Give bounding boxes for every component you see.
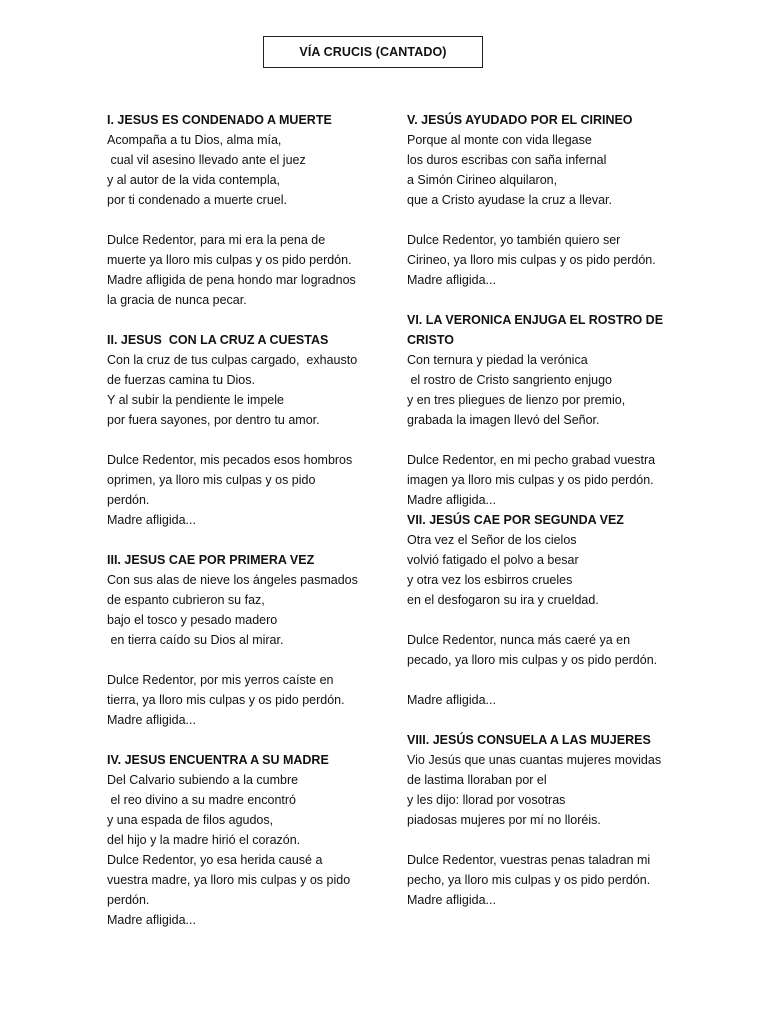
refrain-line: Dulce Redentor, en mi pecho grabad vuestra [407,453,656,467]
verse-line: Del Calvario subiendo a la cumbre [107,773,299,787]
station-heading: II. JESUS CON LA CRUZ A CUESTAS [107,333,329,347]
refrain-line: la gracia de nunca pecar. [107,293,247,307]
verse-line: el reo divino a su madre encontró [107,793,296,807]
verse-line: volvió fatigado el polvo a besar [407,553,579,567]
verse-line: de fuerzas camina tu Dios. [107,373,255,387]
station-heading: III. JESUS CAE POR PRIMERA VEZ [107,553,315,567]
verse-line: y una espada de filos agudos, [107,813,274,827]
refrain-line: tierra, ya lloro mis culpas y os pido perdón. [107,693,345,707]
verse-line: por fuera sayones, por dentro tu amor. [107,413,320,427]
station-heading-continued: CRISTO [407,333,454,347]
verse-line: y al autor de la vida contempla, [107,173,281,187]
refrain-line: Dulce Redentor, nunca más caeré ya en [407,633,631,647]
station-6 [407,310,672,510]
refrain-line: vuestra madre, ya lloro mis culpas y os pido [107,873,351,887]
refrain-line: Cirineo, ya lloro mis culpas y os pido perdón. [407,253,656,267]
refrain-line: Madre afligida... [107,513,196,527]
refrain-closing: Madre afligida... [407,693,496,707]
station-heading: I. JESUS ES CONDENADO A MUERTE [107,113,332,127]
verse-line: en tierra caído su Dios al mirar. [107,633,284,647]
refrain-line: Madre afligida... [407,493,496,507]
verse-line: y otra vez los esbirros crueles [407,573,573,587]
verse-line: el rostro de Cristo sangriento enjugo [407,373,612,387]
refrain-line: Madre afligida... [107,713,196,727]
verse-line: Con sus alas de nieve los ángeles pasmados [107,573,358,587]
refrain-line: perdón. [107,893,150,907]
station-heading: VI. LA VERONICA ENJUGA EL ROSTRO DE [407,313,664,327]
verse-line: Con ternura y piedad la verónica [407,353,588,367]
verse-line: los duros escribas con saña infernal [407,153,607,167]
verse-line: por ti condenado a muerte cruel. [107,193,287,207]
verse-line: Y al subir la pendiente le impele [107,393,284,407]
station-heading: VIII. JESÚS CONSUELA A LAS MUJERES [407,733,651,747]
refrain-line: Dulce Redentor, yo también quiero ser [407,233,621,247]
refrain-line: Dulce Redentor, por mis yerros caíste en [107,673,334,687]
station-8 [407,730,672,910]
document-title: VÍA CRUCIS (CANTADO) [263,36,483,68]
verse-line: Con la cruz de tus culpas cargado, exhausto [107,353,358,367]
station-4 [107,750,377,930]
station-1 [107,110,377,310]
left-column [107,110,377,930]
verse-line: y les dijo: llorad por vosotras [407,793,566,807]
verse-line: Vio Jesús que unas cuantas mujeres movidas [407,753,662,767]
station-7 [407,510,672,710]
refrain-line: Dulce Redentor, para mi era la pena de [107,233,326,247]
refrain-line: muerte ya lloro mis culpas y os pido perdón. [107,253,352,267]
refrain-line: pecado, ya lloro mis culpas y os pido perdón. [407,653,658,667]
refrain-line: Madre afligida... [107,913,196,927]
refrain-line: oprimen, ya lloro mis culpas y os pido [107,473,316,487]
station-2 [107,330,377,530]
refrain-line: Madre afligida... [407,273,496,287]
refrain-line: Dulce Redentor, mis pecados esos hombros [107,453,353,467]
station-heading: VII. JESÚS CAE POR SEGUNDA VEZ [407,513,624,527]
station-heading: V. JESÚS AYUDADO POR EL CIRINEO [407,113,633,127]
verse-line: en el desfogaron su ira y crueldad. [407,593,599,607]
verse-line: que a Cristo ayudase la cruz a llevar. [407,193,612,207]
refrain-line: imagen ya lloro mis culpas y os pido perdón. [407,473,654,487]
verse-line: de espanto cubrieron su faz, [107,593,265,607]
verse-line: cual vil asesino llevado ante el juez [107,153,306,167]
station-heading: IV. JESUS ENCUENTRA A SU MADRE [107,753,329,767]
verse-line: y en tres pliegues de lienzo por premio, [407,393,626,407]
refrain-line: Dulce Redentor, vuestras penas taladran mi [407,853,651,867]
verse-line: grabada la imagen llevó del Señor. [407,413,600,427]
verse-line: del hijo y la madre hirió el corazón. [107,833,301,847]
refrain-line: Madre afligida de pena hondo mar logradnos [107,273,356,287]
right-column [407,110,672,910]
refrain-line: pecho, ya lloro mis culpas y os pido perdón. [407,873,651,887]
verse-line: Acompaña a tu Dios, alma mía, [107,133,282,147]
refrain-line: perdón. [107,493,150,507]
verse-line: Otra vez el Señor de los cielos [407,533,577,547]
station-3 [107,550,377,730]
station-5 [407,110,672,290]
refrain-line: Madre afligida... [407,893,496,907]
verse-line: a Simón Cirineo alquilaron, [407,173,558,187]
verse-line: de lastima lloraban por el [407,773,547,787]
verse-line: bajo el tosco y pesado madero [107,613,278,627]
verse-line: Porque al monte con vida llegase [407,133,592,147]
refrain-line: Dulce Redentor, yo esa herida causé a [107,853,323,867]
verse-line: piadosas mujeres por mí no lloréis. [407,813,601,827]
